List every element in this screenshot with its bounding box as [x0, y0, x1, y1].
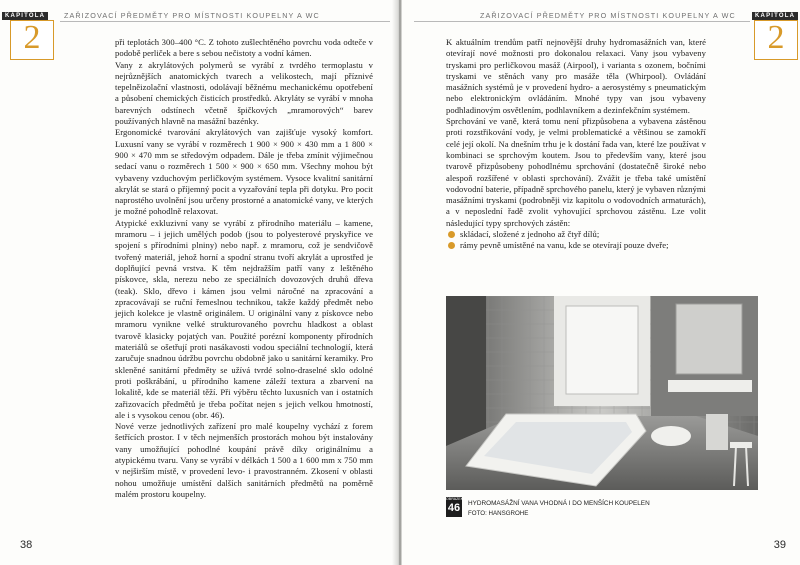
paragraph: K aktuálním trendům patří nejnovější druhy hydromasážních van, které otevírají nové možnosti pro dokonalou relaxaci. Vany jsou vybaveny tryskami pro perličkovou masáž (Airpool), i varianta s ozonem, bočními tryskami ve stěnách vany pro masáže těla (Whirpool). Ovládání masážních systémů je v provedení hydro- a aerosystémy s pneumatickým nebo elektronickým ovládáním. Mnohé typy van jsou vybaveny podhladinovým osvětlením, podhlavníkem a dezinfekčním systémem. [446, 37, 706, 115]
page-number: 38 [20, 539, 33, 551]
paragraph: Sprchování ve vaně, která tomu není přizpůsobena a vybavena zástěnou proti rozstřikování vody, je velmi problematické a většinou se zamokří celé její okolí. Na dnešním trhu je k dostání řada van, které lze používat v kombinaci se sprchovým koutem. Jsou to především vany, které jsou tvarově přizpůsobeny pohodlnému sprchování (dostatečně široké nebo alespoň rozšířené v oblasti sprchování). Zvážit je třeba také umístění vodovodní baterie, případně sprchového panelu, který je vybaven různými masážními tryskami (podrobněji viz kapitolu o vodovodních armaturách), a v neposlední řadě zvolit vyhovující sprchovou zástěnu. Lze volit následující typy sprchových zástěn: [446, 116, 706, 228]
chapter-label: KAPITOLA [2, 12, 48, 20]
left-page [0, 0, 398, 565]
bathroom-photo [446, 296, 758, 490]
chapter-label: KAPITOLA [752, 12, 798, 20]
page-number: 39 [773, 539, 786, 551]
figure-label: OBRÁZEK [446, 497, 464, 501]
bathroom-illustration [446, 296, 758, 490]
paragraph: Nové verze jednotlivých zařízení pro malé koupelny vychází z forem šetřících prostor. I v těch nejmenších prostorách mohou být instalovány vany umožňující pohodlné koupání právě díky originálnímu a atypickému tvaru. Vany se vyrábí v délkách 1 500 a 1 600 mm x 750 mm v nejširším místě, v provedení levo- i pravostranném. Zkosení v oblasti nohou umožňuje umístění dalších sanitárních předmětů na poměrně malém prostoru koupelny. [115, 421, 373, 499]
bullet-list [446, 229, 706, 252]
running-head: ZAŘIZOVACÍ PŘEDMĚTY PRO MÍSTNOSTI KOUPELNY A WC [64, 11, 320, 20]
chapter-number-box [10, 20, 54, 60]
bullet-dot-icon [448, 242, 455, 249]
list-item: rámy pevně umístěné na vanu, kde se otevírají pouze dveře; [446, 240, 706, 251]
chapter-number: 2 [23, 19, 41, 56]
paragraph: Atypické exkluzivní vany se vyrábí z přírodního materiálu – kamene, mramoru – i jejich umělých podob (jsou to polyesterové pryskyřice ve spojení s přírodními plniny) nebo např. z mramoru, což je sendvičově tvořený materiál, jehož horní a spodní stranu tvoří akrylát a uprostřed je doplňující pevná vrstva. K těm nejdražším patří vany z leštěného pískovce, skla, nerezu nebo ze speciálních dovozových druhů dřeva (teak). Sklo, dřevo i kámen jsou velmi náročné na zpracování a zpracovávají se ruční řemeslnou technikou, takže každý předmět nebo jejich kolekce je vlastně originálem. U originální vany z pískovce nebo mramoru vynikne velké strukturovaného povrchu hladkost a oblast tvarově klasicky pojatých van. Použité porézní komponenty přírodních materiálů se ošetřují proti nasákavosti vodou speciální technologií, která zaručuje snadnou údržbu povrchu obdobně jako u sanitární keramiky. Pro skleněné sanitární předměty se užívá tvrdé solno-draselné sklo odolné proti poškrábání, u přírodního kamene záleží textura a zbarvení na lokalitě, kde se materiál těží. Při výběru těchto luxusních van i ostatních zařizovacích předmětů je třeba počítat nejen s jejich velkou hmotností, ale i s vysokou cenou (obr. 46). [115, 217, 373, 420]
header-rule [60, 21, 390, 22]
paragraph: při teplotách 300–400 °C. Z tohoto zušlechtěného povrchu voda odteče v podobě perliček a bere s sebou nečistoty a vodní kámen. [115, 37, 373, 59]
right-page [402, 0, 800, 565]
paragraph: Ergonomické tvarování akrylátových van zajišťuje vysoký komfort. Luxusní vany se vyrábí v rozměrech 1 900 × 900 × 430 mm a 1 800 × 900 × 470 mm se středovým odpadem. Dále je třeba zmínit výjimečnou sedací vanu o rozměrech 1 500 × 900 × 650 mm. Všechny mohou být vybaveny vzduchovým perličkovým systémem. Vysoce kvalitní sanitární akrylát se stará o příjemný pocit a vyzařování tepla při dotyku. Pro pocit naprostého uvolnění jsou určeny prostorné a anatomické vany, ve kterých je možné pohodlně relaxovat. [115, 127, 373, 217]
chapter-number: 2 [767, 19, 785, 56]
running-head: ZAŘIZOVACÍ PŘEDMĚTY PRO MÍSTNOSTI KOUPELNY A WC [480, 11, 736, 20]
list-item: skládací, složené z jednoho až čtyř dílů; [446, 229, 706, 240]
figure-number: 46 [447, 502, 461, 514]
figure-badge [446, 497, 462, 517]
body-text [446, 37, 706, 252]
chapter-number-box [754, 20, 798, 60]
header-rule [414, 21, 750, 22]
body-text [115, 37, 373, 500]
caption-text: HYDROMASÁŽNÍ VANA VHODNÁ I DO MENŠÍCH KOUPELEN [468, 500, 650, 507]
bullet-dot-icon [448, 231, 455, 238]
paragraph: Vany z akrylátových polymerů se vyrábí z tvrdého termoplastu v nejrůznějších anatomických tvarech a velikostech, mají příznivé tepelněizolační vlastnosti, odolávají běžnému mechanickému opotřebení a působení chemických čisticích prostředků. Akryláty se vyrábí v mnoha barevných odstínech včetně špičkových „mramorových“ barev používaných hlavně na masážní bazénky. [115, 59, 373, 127]
photo-credit: FOTO: HANSGROHE [468, 510, 529, 517]
